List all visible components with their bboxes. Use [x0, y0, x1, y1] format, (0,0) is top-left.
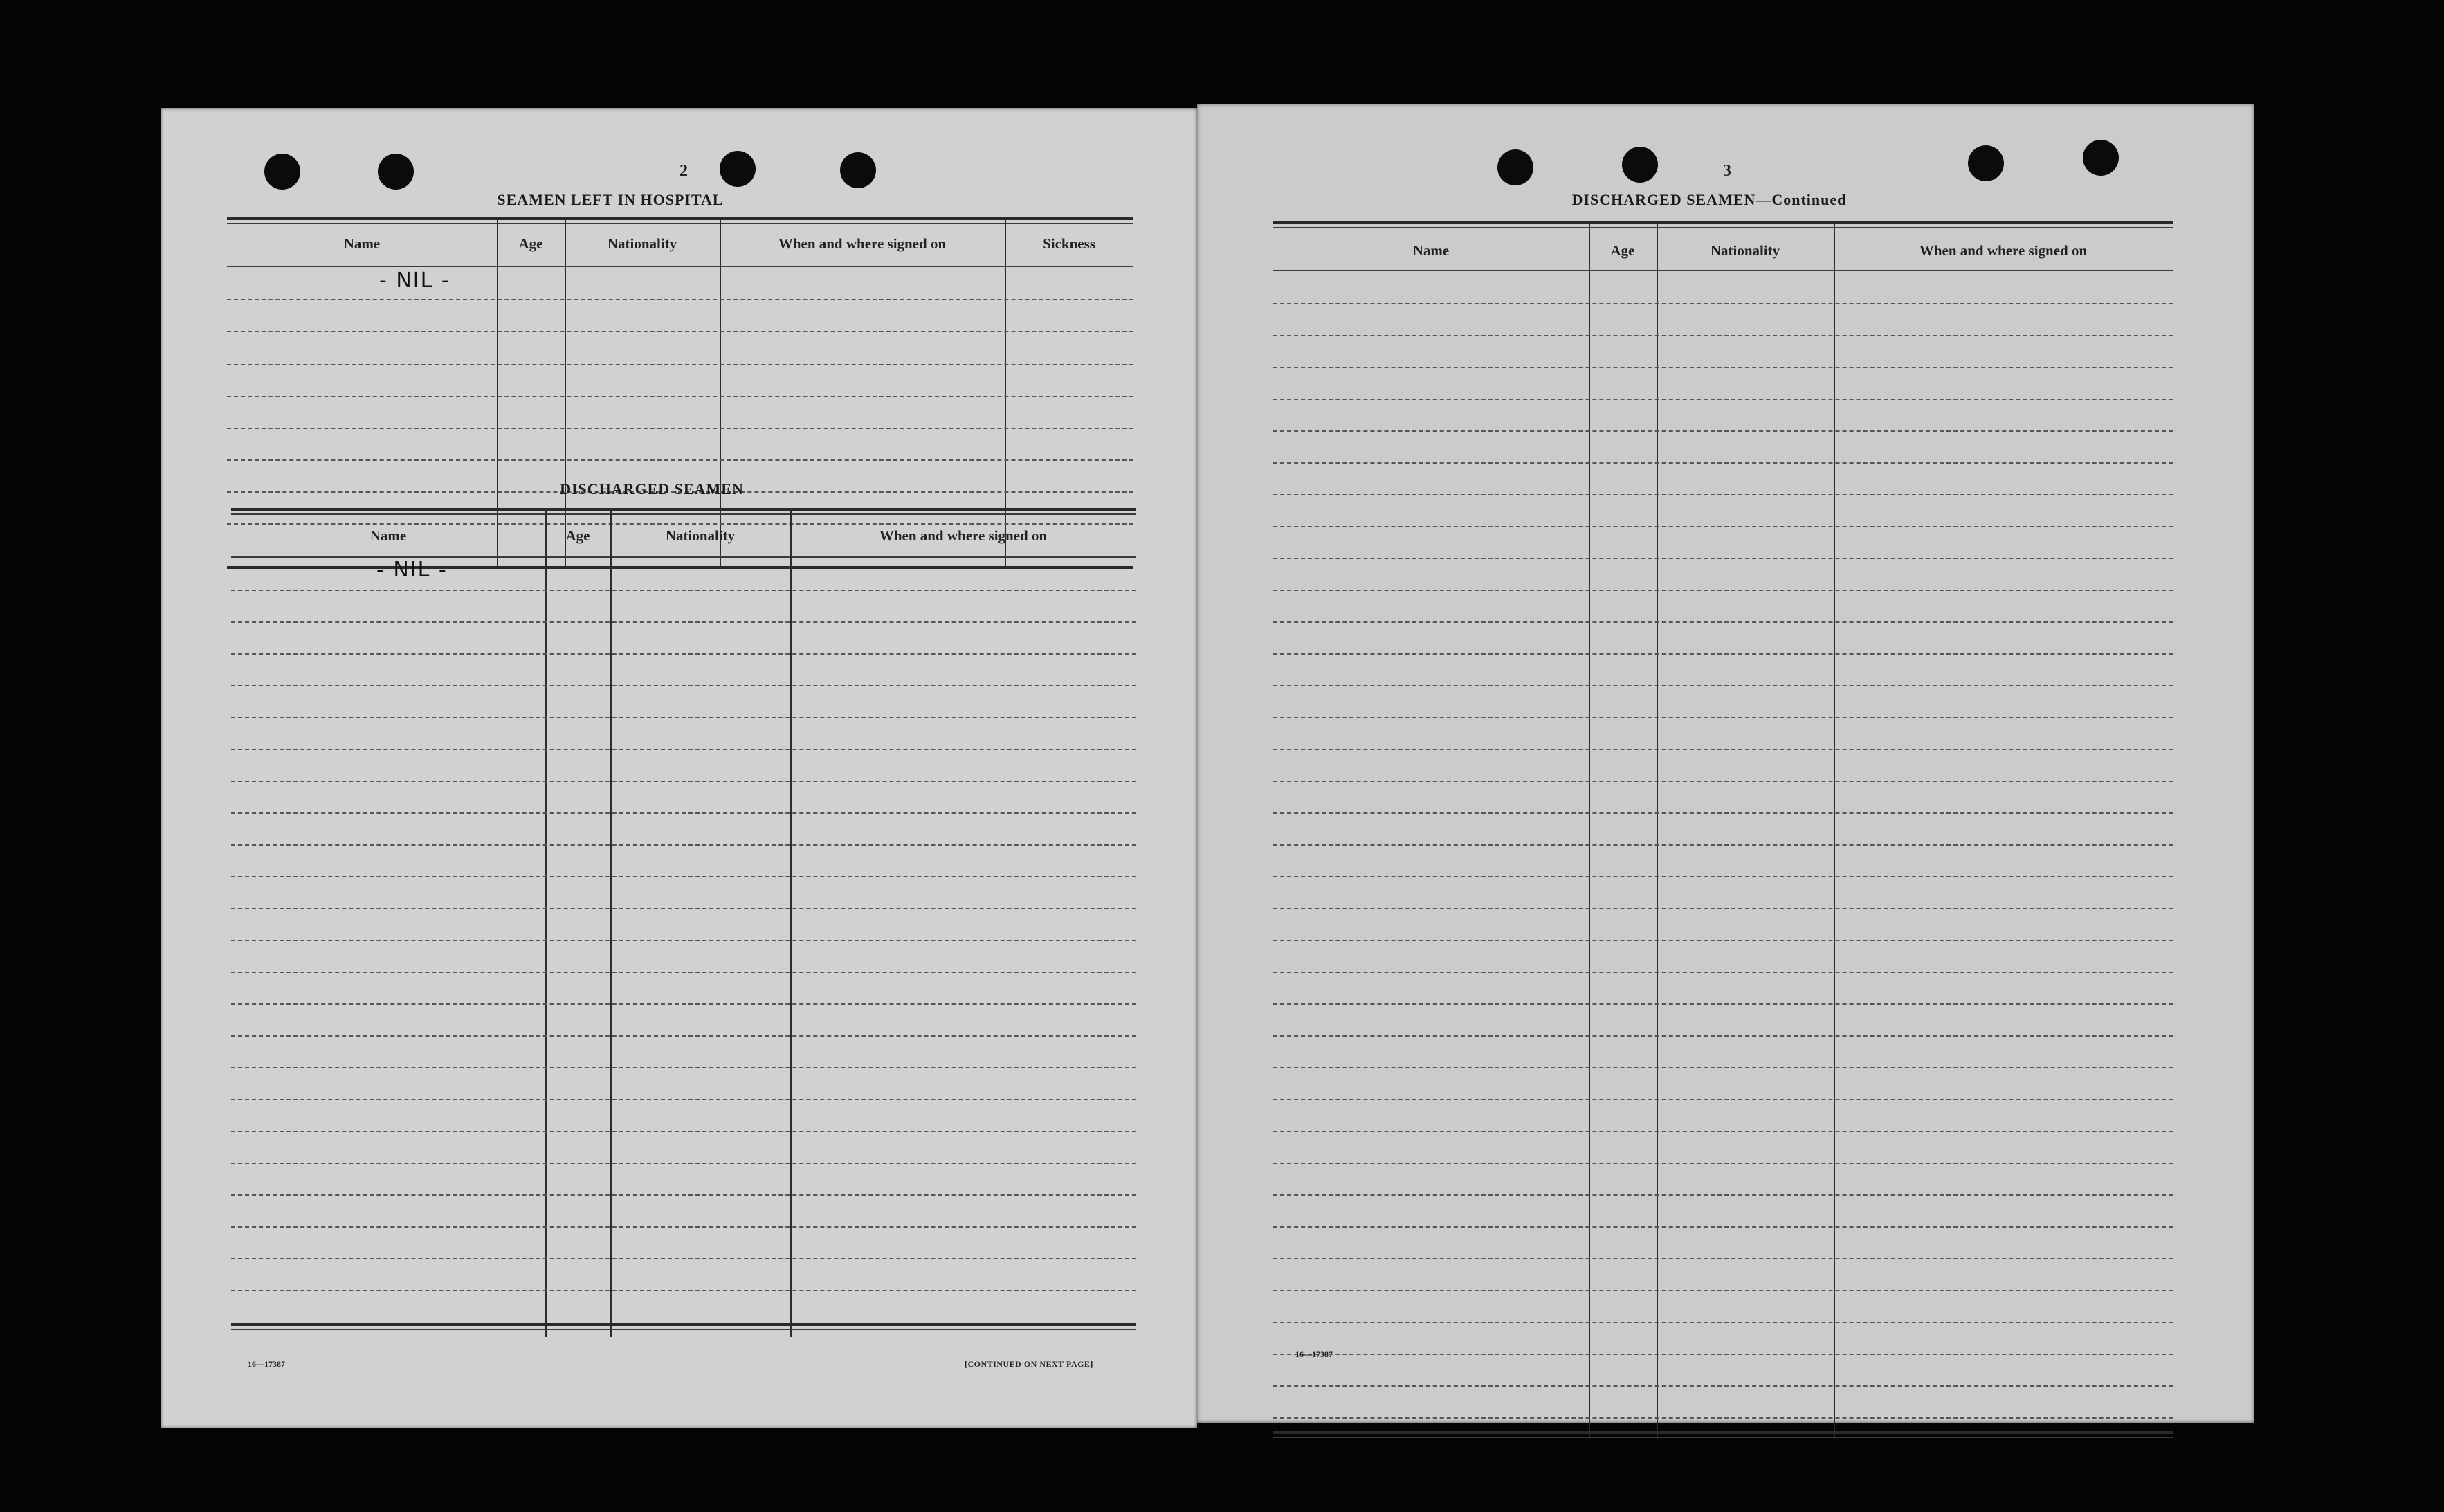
hospital-section-title: SEAMEN LEFT IN HOSPITAL — [497, 191, 724, 208]
ruled-row-line — [1273, 876, 2173, 877]
discharged-continued-table — [1273, 221, 2173, 1450]
discharged-continued-title: DISCHARGED SEAMEN—Continued — [1571, 191, 1847, 208]
discharged-section-title: DISCHARGED SEAMEN — [560, 480, 744, 498]
ruled-row-line — [1273, 494, 2173, 495]
punch-hole — [1968, 145, 2004, 181]
ruled-row-line — [1273, 462, 2173, 464]
ruled-row-line — [1273, 1290, 2173, 1291]
ruled-row-line — [1273, 940, 2173, 941]
page-number: 2 — [680, 162, 688, 180]
ruled-row-line — [1273, 430, 2173, 432]
discharged-col-nationality: Nationality — [665, 527, 736, 544]
ruled-row-line — [1273, 717, 2173, 718]
continued-col-name: Name — [1412, 242, 1450, 259]
ruled-row-line — [1273, 844, 2173, 846]
ruled-row-line — [1273, 335, 2173, 336]
ruled-row-line — [1273, 908, 2173, 909]
hospital-col-name: Name — [343, 235, 381, 252]
ruled-row-line — [1273, 1035, 2173, 1037]
punch-hole — [720, 151, 756, 187]
continued-col-nationality: Nationality — [1710, 242, 1780, 259]
right-page — [1197, 104, 2254, 1423]
hospital-col-age: Age — [518, 235, 543, 252]
ruled-row-line — [1273, 399, 2173, 400]
ruled-row-line — [1273, 1099, 2173, 1100]
punch-hole — [1622, 147, 1658, 183]
continued-col-age: Age — [1610, 242, 1635, 259]
hospital-nil-entry: - NIL - — [379, 268, 450, 293]
ruled-row-line — [1273, 1322, 2173, 1323]
ruled-row-line — [1273, 621, 2173, 623]
ruled-row-line — [1273, 1417, 2173, 1419]
form-code: 16—17387 — [248, 1359, 285, 1369]
discharged-col-signed-on: When and where signed on — [879, 527, 1048, 544]
ruled-row-line — [1273, 653, 2173, 655]
discharged-nil-entry: - NIL - — [376, 558, 448, 582]
discharged-col-age: Age — [565, 527, 590, 544]
form-code: 16—17387 — [1295, 1349, 1333, 1359]
ruled-row-line — [1273, 972, 2173, 973]
hospital-col-signed-on: When and where signed on — [778, 235, 947, 252]
ruled-row-line — [1273, 590, 2173, 591]
ruled-row-line — [1273, 1067, 2173, 1068]
ruled-row-line — [1273, 1354, 2173, 1355]
ruled-row-line — [1273, 1258, 2173, 1259]
discharged-table — [231, 508, 1136, 1337]
punch-hole — [1497, 149, 1533, 185]
ruled-row-line — [1273, 1131, 2173, 1132]
ruled-row-line — [1273, 1226, 2173, 1228]
continued-col-signed-on: When and where signed on — [1919, 242, 2088, 259]
page-number: 3 — [1723, 162, 1731, 180]
punch-hole — [2083, 140, 2119, 176]
hospital-col-sickness: Sickness — [1043, 235, 1095, 252]
ruled-row-line — [1273, 558, 2173, 559]
ruled-row-line — [1273, 1194, 2173, 1196]
ruled-row-line — [1273, 781, 2173, 782]
left-page — [161, 108, 1197, 1428]
ruled-row-line — [1273, 685, 2173, 686]
punch-hole — [264, 154, 300, 190]
ruled-row-line — [1273, 1003, 2173, 1005]
discharged-col-name: Name — [370, 527, 407, 544]
ruled-row-line — [1273, 526, 2173, 527]
punch-hole — [378, 154, 414, 190]
ruled-row-line — [1273, 1385, 2173, 1387]
hospital-col-nationality: Nationality — [607, 235, 677, 252]
ruled-row-line — [1273, 303, 2173, 304]
ruled-row-line — [1273, 367, 2173, 368]
continued-note: [CONTINUED ON NEXT PAGE] — [965, 1359, 1093, 1369]
punch-hole — [840, 152, 876, 188]
ruled-row-line — [1273, 1163, 2173, 1164]
ruled-row-line — [1273, 749, 2173, 750]
ruled-row-line — [1273, 812, 2173, 814]
